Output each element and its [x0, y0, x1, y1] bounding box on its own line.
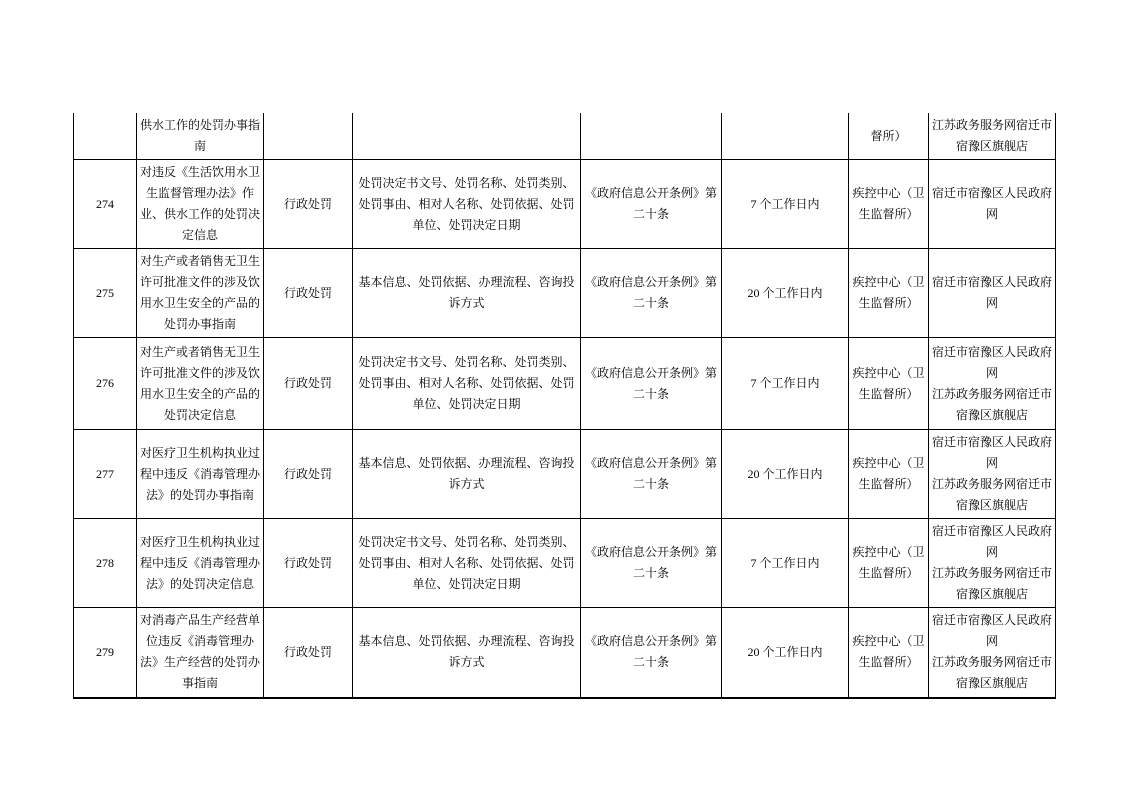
info-name-cell: 对生产或者销售无卫生许可批准文件的涉及饮用水卫生安全的产品的处罚决定信息 [137, 338, 264, 430]
row-number-cell: 276 [74, 338, 137, 430]
channel-cell [929, 113, 1056, 160]
channel-item: 江苏政务服务网宿迁市宿豫区旗舰店 [931, 655, 1052, 691]
channel-item: 宿迁市宿豫区人民政府网 [931, 613, 1052, 649]
unit-cell: 疾控中心（卫生监督所） [849, 430, 929, 519]
basis-cell: 《政府信息公开条例》第二十条 [581, 338, 722, 430]
table-row [74, 430, 1056, 519]
channel-item: 江苏政务服务网宿迁市宿豫区旗舰店 [931, 477, 1052, 512]
basis-cell [581, 113, 722, 160]
time-limit-cell: 20 个工作日内 [722, 608, 849, 698]
channel-item: 宿迁市宿豫区人民政府网 [931, 344, 1052, 380]
row-number-cell: 277 [74, 430, 137, 519]
row-number-cell: 279 [74, 608, 137, 698]
unit-cell: 疾控中心（卫生监督所） [849, 519, 929, 608]
info-category-cell: 行政处罚 [264, 249, 353, 338]
table-row [74, 608, 1056, 698]
channel-cell [929, 160, 1056, 249]
info-name-cell: 对消毒产品生产经营单位违反《消毒管理办法》生产经营的处罚办事指南 [137, 608, 264, 698]
info-name-cell: 供水工作的处罚办事指南 [137, 113, 264, 160]
unit-cell: 督所） [849, 113, 929, 160]
channel-cell [929, 519, 1056, 608]
channel-cell [929, 338, 1056, 430]
unit-cell: 疾控中心（卫生监督所） [849, 160, 929, 249]
table-row [74, 338, 1056, 430]
content-cell: 处罚决定书文号、处罚名称、处罚类别、处罚事由、相对人名称、处罚依据、处罚单位、处罚决定日期 [353, 519, 581, 608]
channel-item: 江苏政务服务网宿迁市宿豫区旗舰店 [931, 386, 1052, 422]
row-number-cell: 274 [74, 160, 137, 249]
channel-item: 宿迁市宿豫区人民政府网 [931, 524, 1052, 559]
row-number-cell: 275 [74, 249, 137, 338]
channel-item: 江苏政务服务网宿迁市宿豫区旗舰店 [931, 566, 1052, 601]
time-limit-cell: 7 个工作日内 [722, 338, 849, 430]
unit-cell: 疾控中心（卫生监督所） [849, 338, 929, 430]
channel-cell [929, 608, 1056, 698]
time-limit-cell: 7 个工作日内 [722, 519, 849, 608]
row-number-cell: 278 [74, 519, 137, 608]
channel-item: 宿迁市宿豫区人民政府网 [931, 186, 1052, 221]
basis-cell: 《政府信息公开条例》第二十条 [581, 608, 722, 698]
content-cell: 处罚决定书文号、处罚名称、处罚类别、处罚事由、相对人名称、处罚依据、处罚单位、处罚决定日期 [353, 160, 581, 249]
channel-cell [929, 249, 1056, 338]
time-limit-cell: 20 个工作日内 [722, 249, 849, 338]
time-limit-cell: 7 个工作日内 [722, 160, 849, 249]
channel-cell [929, 430, 1056, 519]
info-category-cell: 行政处罚 [264, 430, 353, 519]
content-cell [353, 113, 581, 160]
info-name-cell: 对医疗卫生机构执业过程中违反《消毒管理办法》的处罚决定信息 [137, 519, 264, 608]
info-category-cell: 行政处罚 [264, 608, 353, 698]
basis-cell: 《政府信息公开条例》第二十条 [581, 249, 722, 338]
info-category-cell [264, 113, 353, 160]
row-number-cell [74, 113, 137, 160]
info-name-cell: 对医疗卫生机构执业过程中违反《消毒管理办法》的处罚办事指南 [137, 430, 264, 519]
info-category-cell: 行政处罚 [264, 160, 353, 249]
channel-item: 宿迁市宿豫区人民政府网 [931, 435, 1052, 470]
content-cell: 基本信息、处罚依据、办理流程、咨询投诉方式 [353, 430, 581, 519]
table-row-continuation [74, 113, 1056, 160]
channel-item: 宿迁市宿豫区人民政府网 [931, 275, 1052, 310]
unit-cell: 疾控中心（卫生监督所） [849, 249, 929, 338]
disclosure-table [73, 113, 1056, 699]
basis-cell: 《政府信息公开条例》第二十条 [581, 519, 722, 608]
table-row [74, 249, 1056, 338]
table-row [74, 160, 1056, 249]
info-category-cell: 行政处罚 [264, 519, 353, 608]
info-name-cell: 对违反《生活饮用水卫生监督管理办法》作业、供水工作的处罚决定信息 [137, 160, 264, 249]
content-cell: 基本信息、处罚依据、办理流程、咨询投诉方式 [353, 249, 581, 338]
table-row [74, 519, 1056, 608]
info-category-cell: 行政处罚 [264, 338, 353, 430]
basis-cell: 《政府信息公开条例》第二十条 [581, 430, 722, 519]
info-name-cell: 对生产或者销售无卫生许可批准文件的涉及饮用水卫生安全的产品的处罚办事指南 [137, 249, 264, 338]
time-limit-cell: 20 个工作日内 [722, 430, 849, 519]
content-cell: 基本信息、处罚依据、办理流程、咨询投诉方式 [353, 608, 581, 698]
unit-cell: 疾控中心（卫生监督所） [849, 608, 929, 698]
basis-cell: 《政府信息公开条例》第二十条 [581, 160, 722, 249]
time-limit-cell [722, 113, 849, 160]
channel-item: 江苏政务服务网宿迁市宿豫区旗舰店 [931, 118, 1052, 153]
content-cell: 处罚决定书文号、处罚名称、处罚类别、处罚事由、相对人名称、处罚依据、处罚单位、处罚决定日期 [353, 338, 581, 430]
